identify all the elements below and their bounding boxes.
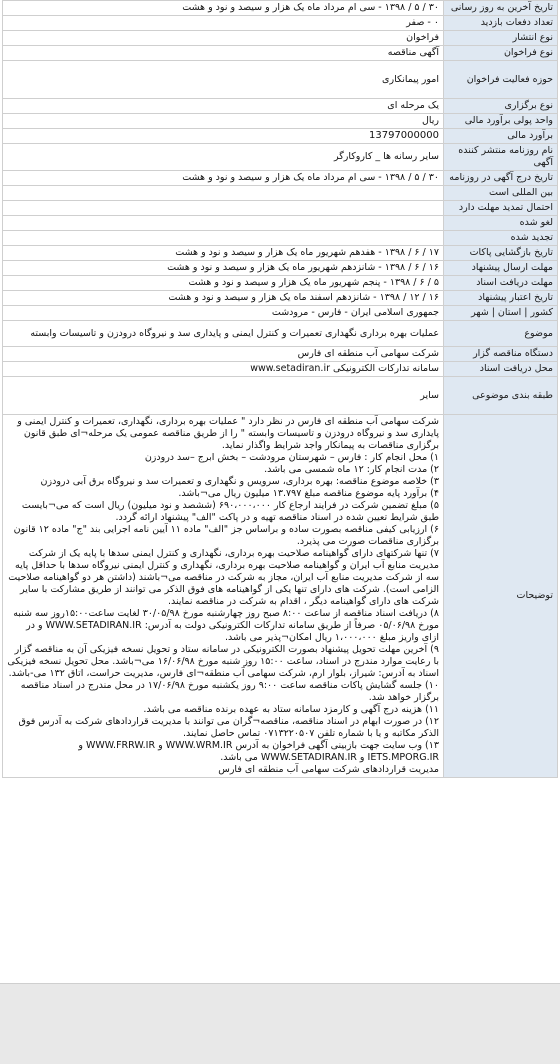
info-row — [3, 129, 558, 144]
info-row — [3, 46, 558, 61]
row-label: بین المللی است — [444, 186, 558, 201]
row-value: عملیات بهره برداری نگهداری تعمیرات و کنترل ایمنی و پایداری سد و نیروگاه درودزن و تاسیسات وابسته — [3, 321, 444, 347]
description-label: توضیحات — [444, 415, 558, 778]
row-label: کشور | استان | شهر — [444, 306, 558, 321]
row-label: نوع برگزاری — [444, 99, 558, 114]
row-value — [3, 186, 444, 201]
info-row — [3, 1, 558, 16]
row-value: جمهوری اسلامی ایران - فارس - مرودشت — [3, 306, 444, 321]
row-label: تاریخ اعتبار پیشنهاد — [444, 291, 558, 306]
row-label: مهلت دریافت اسناد — [444, 276, 558, 291]
info-row — [3, 61, 558, 99]
row-value: ۳۰ / ۵ / ۱۳۹۸ - سی ام مرداد ماه یک هزار و سیصد و نود و هشت — [3, 171, 444, 186]
info-row — [3, 171, 558, 186]
row-value — [3, 231, 444, 246]
row-value: آگهی مناقصه — [3, 46, 444, 61]
row-value — [3, 201, 444, 216]
info-row — [3, 216, 558, 231]
row-label: محل دریافت اسناد — [444, 362, 558, 377]
row-value: فراخوان — [3, 31, 444, 46]
description-paragraph: ۱۰) جلسه گشایش پاکات مناقصه ساعت ۹:۰۰ روز یکشنبه مورخ ۱۷/۰۶/۹۸ در محل مندرج در اسناد مناقصه برگزار خواهد شد. — [20, 680, 439, 703]
row-value: ۱۷ / ۶ / ۱۳۹۸ - هفدهم شهریور ماه یک هزار و سیصد و نود و هشت — [3, 246, 444, 261]
row-label: تجدید شده — [444, 231, 558, 246]
row-value: ۰ - صفر — [3, 16, 444, 31]
info-row — [3, 321, 558, 347]
description-paragraph: ۱۲) در صورت ابهام در اسناد مناقصه، مناقصه¬گران می توانند با مدیریت قراردادهای شرکت به آدرس فوق الذکر مکاتبه و یا با شماره تلفن ۰۷۱۳۲۲۰۵۰۷ تماس حاصل نمایند. — [18, 716, 439, 739]
row-value: سایر — [3, 377, 444, 415]
info-row — [3, 246, 558, 261]
description-paragraph: ۵) مبلغ تضمین شرکت در فرایند ارجاع کار ۶۹۰،۰۰۰،۰۰۰ (ششصد و نود میلیون) ریال است که می¬بایست طبق شرایط تعیین شده در اسناد مناقصه تهیه و در پاکت "الف" پیشنهاد ارائه گردد. — [21, 500, 439, 523]
row-value: سامانه تدارکات الکترونیکی www.setadiran.ir — [3, 362, 444, 377]
row-value: امور پیمانکاری — [3, 61, 444, 99]
row-value — [3, 216, 444, 231]
description-paragraph: ۷) تنها شرکتهای دارای گواهینامه صلاحیت بهره برداری، نگهداری و کنترل ایمنی سدها با پایه یک از شرکت مدیریت منابع آب ایران و گواهینامه صلاحیت بهره برداری، نگهداری و کنترل ایمنی نیروگاه سدها با حداقل پایه سه از شرکت مدیریت منابع آب ایران، مجاز به شرکت در مناقصه می¬باشند (داشتن هر دو گواهینامه صلاحیت الزامی است). شرکت های دارای تنها یکی از گواهینامه های فوق الذکر می توانند از طریق مشارکت با سایر شرکت های دارای گواهینامه دیگر ، اقدام به شرکت در مناقصه نمایند. — [8, 548, 439, 607]
row-label: حوزه فعالیت فراخوان — [444, 61, 558, 99]
row-value: ۱۶ / ۶ / ۱۳۹۸ - شانزدهم شهریور ماه یک هزار و سیصد و نود و هشت — [3, 261, 444, 276]
info-row — [3, 291, 558, 306]
description-paragraph: ۱۳) وب سایت جهت بازبینی آگهی فراخوان به آدرس WWW.WRM.IR و WWW.FRRW.IR و IETS.MPORG.IR و WWW.SETADIRAN.IR می باشد. — [78, 740, 439, 763]
row-label: تاریخ درج آگهی در روزنامه — [444, 171, 558, 186]
description-body — [3, 415, 444, 778]
info-row — [3, 261, 558, 276]
row-label: واحد پولی برآورد مالی — [444, 114, 558, 129]
info-row — [3, 16, 558, 31]
row-label: مهلت ارسال پیشنهاد — [444, 261, 558, 276]
info-row — [3, 276, 558, 291]
description-paragraph: ۱۱) هزینه درج آگهی و کارمزد سامانه ستاد به عهده برنده مناقصه می باشد. — [143, 704, 439, 715]
info-row — [3, 231, 558, 246]
info-row — [3, 186, 558, 201]
row-value: ۱۶ / ۱۲ / ۱۳۹۸ - شانزدهم اسفند ماه یک هزار و سیصد و نود و هشت — [3, 291, 444, 306]
row-label: نوع فراخوان — [444, 46, 558, 61]
info-row — [3, 144, 558, 171]
description-paragraph: ۸) دریافت اسناد مناقصه از ساعت ۸:۰۰ صبح روز چهارشنبه مورخ ۳۰/۰۵/۹۸ لغایت ساعت۱۵:۰۰روز سه شنبه مورخ ۰۵/۰۶/۹۸ صرفاً از طریق سامانه تدارکات الکترونیکی دولت به آدرس: WWW.SETADIRAN.IR و در ازای واریز مبلغ ۱،۰۰۰،۰۰۰ ریال امکان¬پذیر می باشد. — [13, 608, 439, 643]
info-row — [3, 99, 558, 114]
row-label: تاریخ آخرین به روز رسانی — [444, 1, 558, 16]
tender-details-table — [2, 0, 558, 778]
row-label: برآورد مالی — [444, 129, 558, 144]
description-paragraph: ۶) ارزیابی کیفی مناقصه بصورت ساده و براساس جز "الف" ماده ۱۱ آیین نامه اجرایی بند "ج" ماده ۱۲ قانون برگزاری مناقصات صورت می پذیرد. — [13, 524, 439, 547]
row-value: ریال — [3, 114, 444, 129]
row-label: احتمال تمدید مهلت دارد — [444, 201, 558, 216]
row-value: سایر رسانه ها _ کاروکارگر — [3, 144, 444, 171]
info-row — [3, 201, 558, 216]
row-label: موضوع — [444, 321, 558, 347]
description-paragraph: مدیریت قراردادهای شرکت سهامی آب منطقه ای فارس — [218, 764, 439, 775]
info-row — [3, 362, 558, 377]
row-label: طبقه بندی موضوعی — [444, 377, 558, 415]
description-paragraph: ۴) برآورد پایه موضوع مناقصه مبلغ ۱۳.۷۹۷ میلیون ریال می¬باشد. — [178, 488, 439, 499]
description-paragraph: شرکت سهامی آب منطقه ای فارس در نظر دارد " عملیات بهره برداری، نگهداری، تعمیرات و کنترل ایمنی و پایداری سد و نیروگاه درودزن و تاسیسات وابسته " را از طریق مناقصه عمومی یک مرحله¬ای طبق قانون برگزاری مناقصات به پیمانکار واجد شرایط واگذار نماید. — [17, 416, 439, 451]
info-row — [3, 114, 558, 129]
info-row — [3, 31, 558, 46]
row-value: ۳۰ / ۵ / ۱۳۹۸ - سی ام مرداد ماه یک هزار و سیصد و نود و هشت — [3, 1, 444, 16]
info-row — [3, 347, 558, 362]
description-paragraph: ۱) محل انجام کار : فارس – شهرستان مرودشت – بخش ابرج –سد درودزن — [144, 452, 439, 463]
row-label: دستگاه مناقصه گزار — [444, 347, 558, 362]
description-row — [3, 415, 558, 778]
row-value: شرکت سهامی آب منطقه ای فارس — [3, 347, 444, 362]
row-value: یک مرحله ای — [3, 99, 444, 114]
description-paragraph: ۳) خلاصه موضوع مناقصه: بهره برداری، سرویس و نگهداری و تعمیرات سد و نیروگاه برق آبی درودزن — [40, 476, 439, 487]
row-label: نام روزنامه منتشر کننده آگهی — [444, 144, 558, 171]
description-paragraph: ۹) آخرین مهلت تحویل پیشنهاد بصورت الکترونیکی در سامانه ستاد و تحویل نسخه فیزیکی آن به مناقصه گزار با رعایت موارد مندرج در اسناد، ساعت ۱۵:۰۰ روز شنبه مورخ ۱۶/۰۶/۹۸ می¬باشد. محل تحویل نسخه فیزیکی اسناد به آدرس: شیراز، بلوار ارم، شرکت سهامی آب منطقه¬ای فارس، مدیریت حراست، اتاق ۱۳۲ می-باشد. — [7, 644, 439, 679]
row-label: لغو شده — [444, 216, 558, 231]
row-label: تعداد دفعات بازدید — [444, 16, 558, 31]
row-label: نوع انتشار — [444, 31, 558, 46]
info-row — [3, 306, 558, 321]
description-paragraph: ۲) مدت انجام کار: ۱۲ ماه شمسی می باشد. — [264, 464, 439, 475]
row-label: تاریخ بازگشایی پاکات — [444, 246, 558, 261]
row-value: 13797000000 — [3, 129, 444, 144]
footer-bar — [0, 983, 560, 1064]
row-value: ۵ / ۶ / ۱۳۹۸ - پنجم شهریور ماه یک هزار و سیصد و نود و هشت — [3, 276, 444, 291]
info-row — [3, 377, 558, 415]
